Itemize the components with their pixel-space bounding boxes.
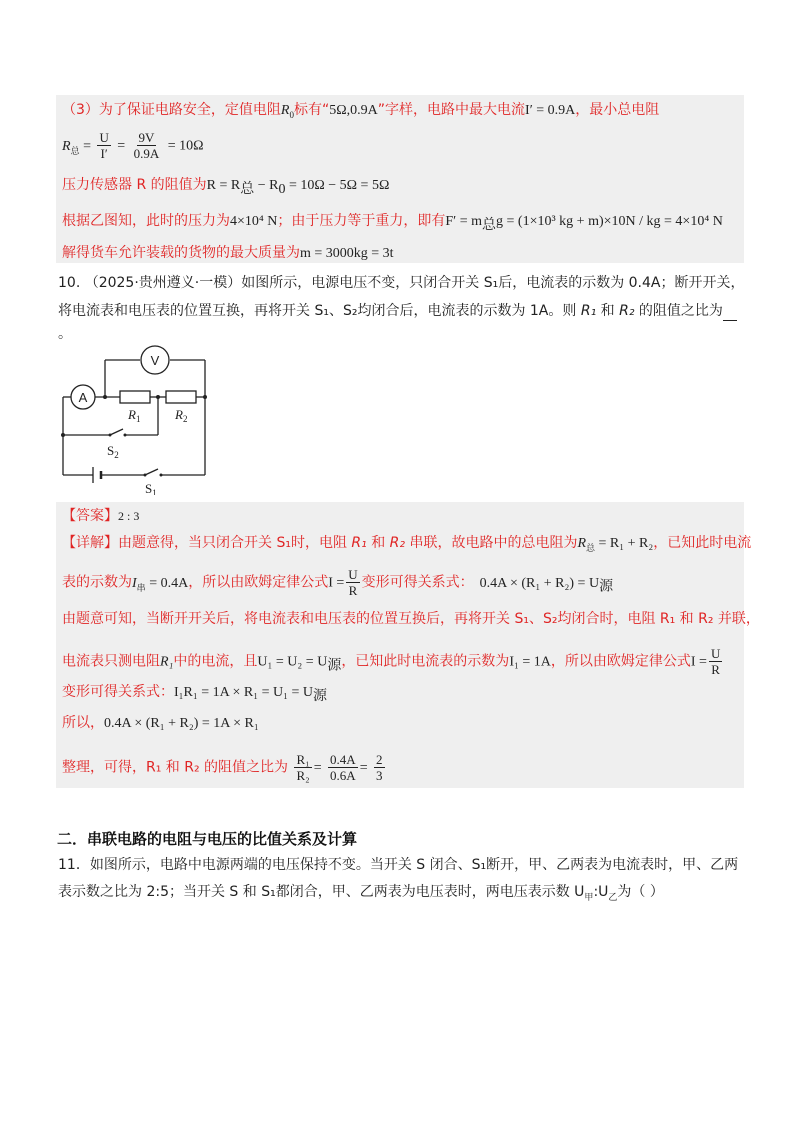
detail-line1: 【详解】由题意得，当只闭合开关 S₁时，电阻 R₁ 和 R₂ 串联，故电路中的总电阻为$R_总 = R_1 + R_2$，已知此时电流 xyxy=(62,535,752,553)
fraction-u-over-r-2: $\frac{U}{R}$ xyxy=(710,646,721,677)
s1-label: $S_1$ xyxy=(145,481,157,495)
detail-line5: 变形可得关系式：$I_1R_1 = 1A \times R_1 = U_1 = U_源$ xyxy=(62,684,328,704)
fraction-r1-over-r2: $\frac{\text{R₁}}{\text{R₂}}$ xyxy=(296,752,310,783)
detail-line3: 由题意可知，当断开开关后，将电流表和电压表的位置互换后，再将开关 S₁、S₂均闭合时，电阻 R₁ 和 R₂ 并联， xyxy=(62,611,760,627)
resistor-r1 xyxy=(120,391,150,403)
q10-line2: 将电流表和电压表的位置互换，再将开关 S₁、S₂均闭合后，电流表的示数为 1A。则 R₁ 和 R₂ 的阻值之比为 xyxy=(58,301,737,321)
fraction-2-over-3: $\frac{2}{3}$ xyxy=(376,752,383,783)
detail-line2: 表的示数为$I_串 = 0.4A$，所以由欧姆定律公式I = $\frac{U}{R}$ 变形可得关系式： $0.4A \times (R_1 + R_2) = U_源$ xyxy=(62,567,614,598)
part3-line1: （3）为了保证电路安全，定值电阻$R_0$标有“5Ω,0.9A”字样，电路中最大电流I′ = 0.9A，最小总电阻 xyxy=(62,102,660,120)
part3-line4: 根据乙图知，此时的压力为4×10⁴ N；由于压力等于重力，即有$F' = m_总g = (1\times 10^3$ kg + m)×10N / kg = 4×10⁴ N xyxy=(62,213,723,233)
part3-line3: 压力传感器 R 的阻值为$R = R_总 - R_0 = 10\Omega - 5\Omega = 5\Omega$ xyxy=(62,177,390,197)
part3-line5: 解得货车允许装载的货物的最大质量为m = 3000kg = 3t xyxy=(62,245,394,261)
answer-line: 【答案】2 : 3 xyxy=(62,508,140,524)
q10-line1: 10. （2025·贵州遵义·一模）如图所示，电源电压不变，只闭合开关 S₁后，电流表的示数为 0.4A；断开开关， xyxy=(58,275,745,291)
fraction-9v-over-0.9a: $\frac{9V}{0.9A}$ xyxy=(133,130,160,161)
r1-label: $R_1$ xyxy=(128,407,141,424)
fraction-u-over-i: $\frac{U}{I'}$ xyxy=(99,130,109,161)
answer-blank xyxy=(723,306,737,321)
circuit-diagram xyxy=(55,345,215,495)
fraction-u-over-r: $\frac{U}{R}$ xyxy=(348,567,358,598)
q10-line3: 。 xyxy=(58,326,72,342)
answer-value: 2 : 3 xyxy=(118,509,140,523)
ammeter-label: A xyxy=(78,390,88,405)
part3-line2: $R_总$ = $\frac{U}{I'}$ = $\frac{9V}{0.9A}$ = 10Ω xyxy=(62,130,204,161)
detail-line7: 整理，可得，R₁ 和 R₂ 的阻值之比为 $\frac{\text{R₁}}{\text{R₂}}$ = $\frac{0.4A}{0.6A}$ = $\frac{2}{3}$ xyxy=(62,752,383,783)
section-title: 二．串联电路的电阻与电压的比值关系及计算 xyxy=(57,830,358,848)
s2-label: $S_2$ xyxy=(107,443,119,460)
q11-line1: 11．如图所示，电路中电源两端的电压保持不变。当开关 S 闭合、S₁断开，甲、乙两表为电流表时，甲、乙两 xyxy=(58,857,739,873)
resistor-r2 xyxy=(166,391,196,403)
q11-line2: 表示数之比为 2:5；当开关 S 和 S₁都闭合，甲、乙两表为电压表时，两电压表示数 $U_甲:U_乙$为（ ） xyxy=(58,884,664,903)
detail-line6: 所以，0.4A × (R₁ + R₂) = 1A × R₁ xyxy=(62,715,259,731)
detail-line4: 电流表只测电阻R₁中的电流，且$U_1 = U_2 = U_源$，已知此时电流表的示数为I₁ = 1A，所以由欧姆定律公式I = $\frac{U}{R}$ xyxy=(62,646,721,677)
r2-label: $R_2$ xyxy=(175,407,188,424)
fraction-0.4-over-0.6: $\frac{0.4A}{0.6A}$ xyxy=(330,752,356,783)
voltmeter-label: V xyxy=(150,353,160,368)
